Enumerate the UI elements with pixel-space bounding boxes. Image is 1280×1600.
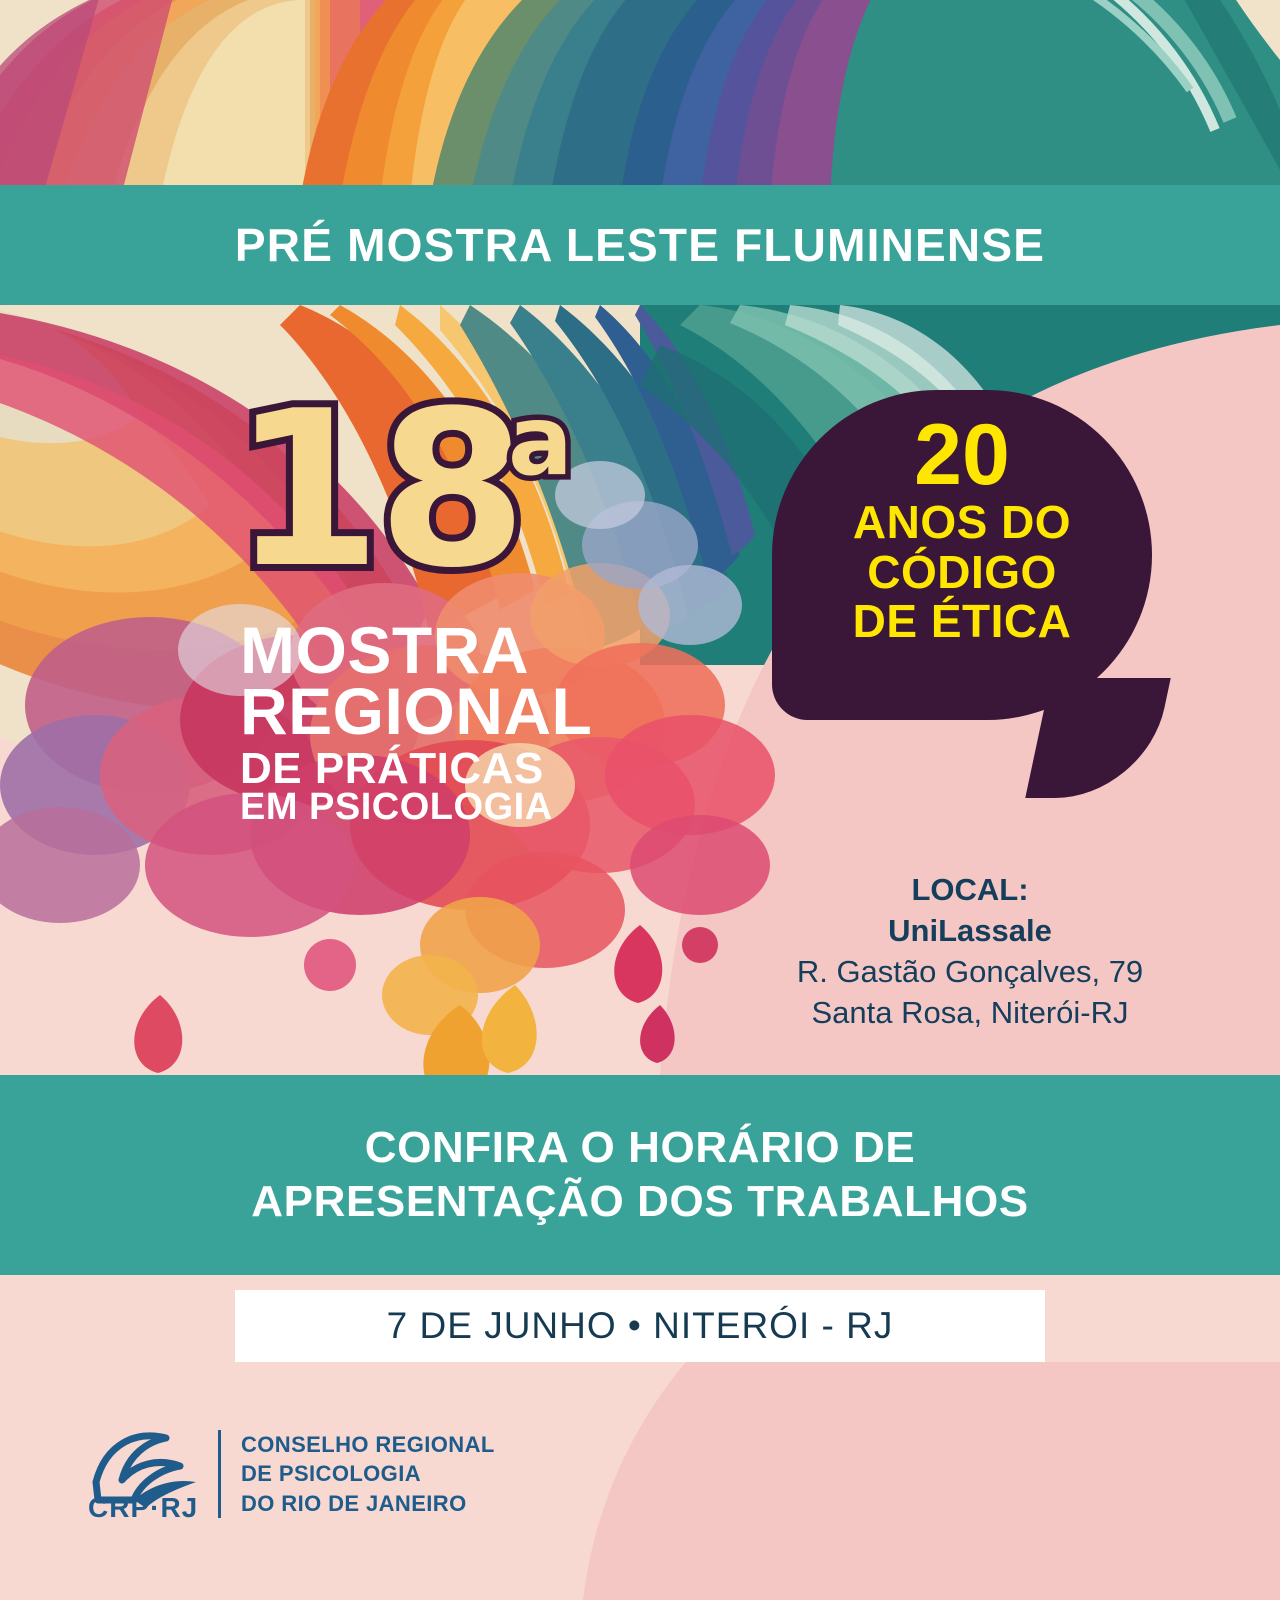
event-line-3: DE PRÁTICAS xyxy=(240,744,544,794)
edition-suffix-text: a xyxy=(508,385,573,497)
top-artwork-band xyxy=(0,0,1280,185)
venue-name: UniLassale xyxy=(888,912,1052,948)
edition-number-logo xyxy=(232,378,632,613)
date-text: 7 DE JUNHO • NITERÓI - RJ xyxy=(386,1305,894,1346)
page-title: PRÉ MOSTRA LESTE FLUMINENSE xyxy=(234,219,1046,271)
anniversary-line-3: DE ÉTICA xyxy=(852,595,1072,648)
bottom-pink-curve xyxy=(580,1362,1280,1600)
crp-wordmark-line-2: DE PSICOLOGIA xyxy=(241,1461,421,1487)
date-bar xyxy=(235,1290,1045,1362)
anniversary-line-1: ANOS DO xyxy=(852,496,1072,548)
anniversary-line-2: CÓDIGO xyxy=(867,545,1057,598)
event-name-block xyxy=(240,613,593,828)
edition-number-text: 18 xyxy=(232,378,524,608)
callout-band xyxy=(0,1075,1280,1275)
callout-line-2: APRESENTAÇÃO DOS TRABALHOS xyxy=(251,1177,1029,1226)
crp-wordmark-line-1: CONSELHO REGIONAL xyxy=(241,1432,495,1458)
edition-number-graphic xyxy=(232,378,632,608)
venue-block xyxy=(740,870,1200,1034)
event-line-1: MOSTRA xyxy=(240,613,529,687)
event-line-4: EM PSICOLOGIA xyxy=(240,785,553,828)
crp-acronym: CRP·RJ xyxy=(88,1492,199,1523)
venue-street: R. Gastão Gonçalves, 79 xyxy=(796,953,1144,989)
callout-line-1: CONFIRA O HORÁRIO DE xyxy=(364,1123,916,1173)
top-swash-graphic xyxy=(0,0,1280,185)
header-bar xyxy=(0,185,1280,305)
anniversary-badge xyxy=(772,390,1152,720)
crp-bird-icon xyxy=(88,1428,206,1523)
anniversary-number: 20 xyxy=(914,407,1010,503)
crp-wordmark xyxy=(218,1430,495,1517)
venue-label: LOCAL: xyxy=(911,872,1029,907)
venue-district: Santa Rosa, Niterói-RJ xyxy=(811,994,1129,1030)
crp-logo xyxy=(88,1428,495,1523)
event-line-2: REGIONAL xyxy=(240,673,593,748)
crp-wordmark-line-3: DO RIO DE JANEIRO xyxy=(241,1490,467,1516)
